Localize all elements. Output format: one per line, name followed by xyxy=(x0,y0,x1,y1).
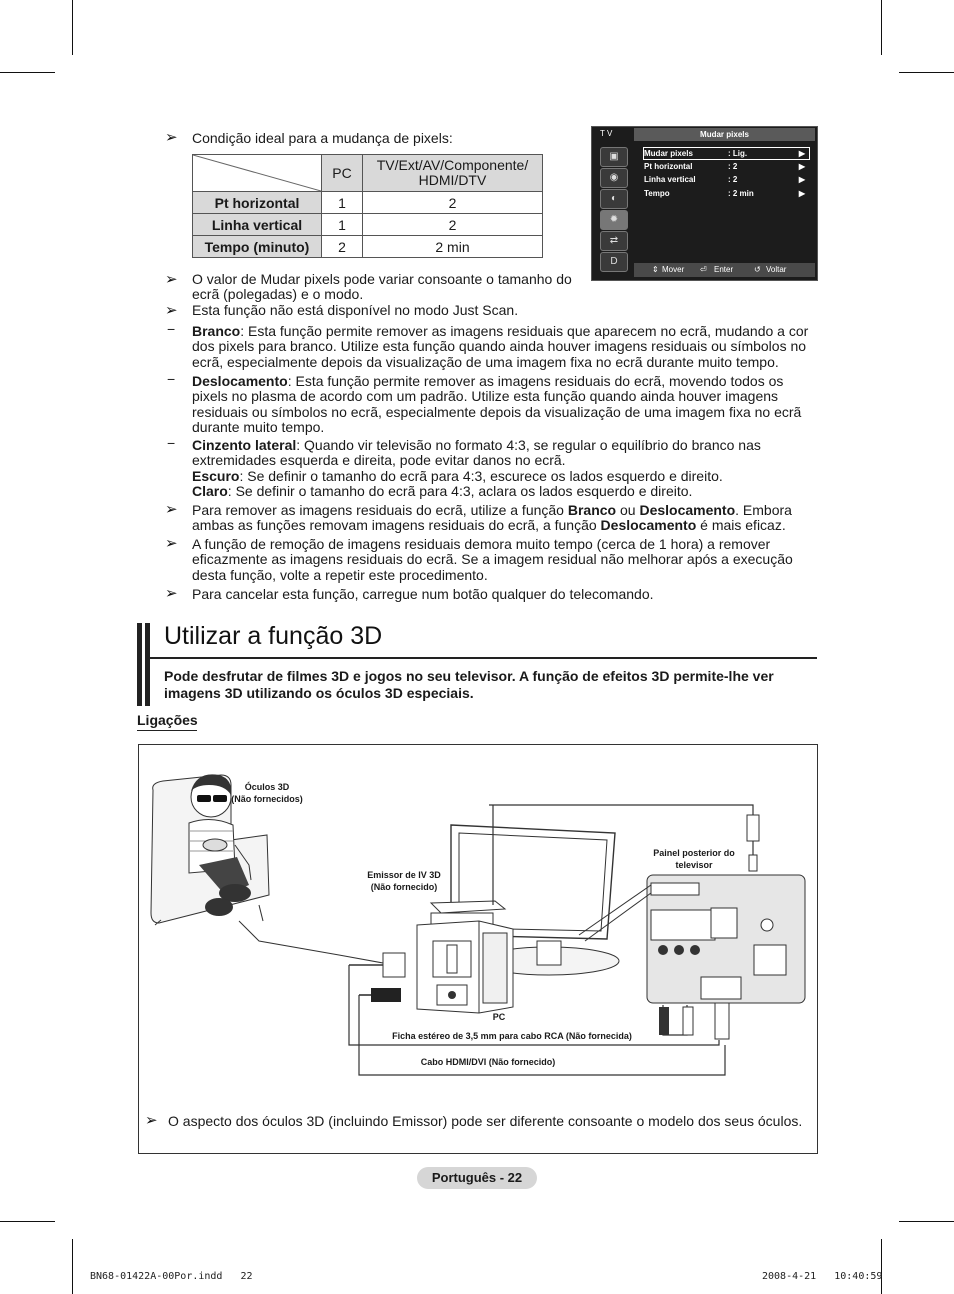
menu-tv-label: T V xyxy=(600,129,613,138)
item-cinzento xyxy=(192,438,810,500)
menu-row-label: Pt horizontal xyxy=(644,162,693,171)
term: Escuro xyxy=(192,467,240,484)
enter-icon: ⏎ xyxy=(700,265,707,274)
label-hdmi-cable: Cabo HDMI/DVI (Não fornecido) xyxy=(420,1057,556,1067)
label-stereo-cable: Ficha estéreo de 3,5 mm para cabo RCA (Não fornecida) xyxy=(392,1031,632,1041)
diagram-note: O aspecto dos óculos 3D (incluindo Emissor) pode ser diferente consoante o modelo dos seus óculos. xyxy=(168,1113,803,1129)
section-side-bar xyxy=(137,623,142,706)
section-intro: Pode desfrutar de filmes 3D e jogos no seu televisor. A função de efeitos 3D permite-lhe ver imagens 3D utilizando os óculos 3D especiais. xyxy=(164,668,774,701)
row-tv: 2 min xyxy=(363,236,543,258)
arrow-icon: ➢ xyxy=(165,302,178,319)
term: Deslocamento xyxy=(600,517,697,534)
row-tv: 2 xyxy=(363,192,543,214)
row-tv: 2 xyxy=(363,214,543,236)
table-row xyxy=(193,192,543,214)
arrow-icon: ➢ xyxy=(165,501,178,518)
term: Claro xyxy=(192,483,228,500)
menu-title: Mudar pixels xyxy=(634,128,815,141)
arrow-icon: ➢ xyxy=(165,271,178,288)
section-rule xyxy=(150,657,817,659)
digital-icon: D xyxy=(600,252,628,272)
crop-mark xyxy=(0,72,55,73)
slug-file: BN68-01422A-00Por.indd 22 xyxy=(90,1271,253,1282)
section-side-bar xyxy=(145,623,150,706)
row-pc: 1 xyxy=(322,192,363,214)
arrow-right-icon: ▶ xyxy=(798,175,805,184)
menu-row-value: : 2 min xyxy=(728,189,754,198)
menu-row-value: : 2 xyxy=(728,175,738,184)
subheading-underline xyxy=(137,730,197,731)
header-pc: PC xyxy=(322,155,363,192)
menu-row-mudar-pixels[interactable] xyxy=(643,147,810,160)
table-row xyxy=(193,236,543,258)
input-icon: ⇄ xyxy=(600,231,628,251)
header-tv: TV/Ext/AV/Componente/ HDMI/DTV xyxy=(363,155,543,192)
footer-enter: Enter xyxy=(714,265,734,274)
menu-row-tempo[interactable] xyxy=(644,188,809,199)
item-branco xyxy=(192,324,810,370)
dash-bullet: − xyxy=(167,435,176,451)
menu-footer xyxy=(634,263,815,277)
channel-icon: ◐ xyxy=(600,189,628,209)
label-emitter: Emissor de IV 3D (Não fornecido) xyxy=(367,870,441,892)
menu-row-value: : 2 xyxy=(728,162,738,171)
label-rear-panel: Painel posterior do televisor xyxy=(653,848,735,870)
condition-table xyxy=(192,154,543,258)
condition-intro: Condição ideal para a mudança de pixels: xyxy=(192,130,453,146)
crop-mark xyxy=(0,1221,55,1222)
desc: : Se definir o tamanho do ecrã para 4:3, aclara os lados esquerdo e direito. xyxy=(227,483,693,500)
menu-row-pt-horizontal[interactable] xyxy=(644,161,809,172)
subheading-ligacoes: Ligações xyxy=(137,712,198,728)
section-title: Utilizar a função 3D xyxy=(164,622,383,650)
move-icon: ⇕ xyxy=(652,265,659,274)
label-pc: PC xyxy=(492,1012,506,1022)
tip-remove xyxy=(192,503,810,534)
arrow-right-icon: ▶ xyxy=(798,189,805,198)
setup-gear-icon: ✹ xyxy=(600,210,628,230)
sound-icon: ◉ xyxy=(600,168,628,188)
note-just-scan: Esta função não está disponível no modo Just Scan. xyxy=(192,302,519,318)
desc: : Se definir o tamanho do ecrã para 4:3, escurece os lados esquerdo e direito. xyxy=(239,467,723,484)
tip-cancel: Para cancelar esta função, carregue num botão qualquer do telecomando. xyxy=(192,586,654,602)
arrow-icon: ➢ xyxy=(165,585,178,602)
crop-mark xyxy=(881,0,882,55)
menu-row-value: : Lig. xyxy=(728,149,748,158)
table-row xyxy=(193,214,543,236)
text: é mais eficaz. xyxy=(696,517,786,534)
crop-mark xyxy=(899,1221,954,1222)
text: . Embora ambas as funções removam imagens residuais do ecrã, a função xyxy=(192,502,792,534)
arrow-icon: ➢ xyxy=(165,535,178,552)
arrow-right-icon: ▶ xyxy=(798,162,805,171)
dash-bullet: − xyxy=(167,371,176,387)
term: Deslocamento xyxy=(639,502,736,518)
text: ou xyxy=(616,502,640,518)
diagram-illustration xyxy=(139,745,817,1153)
crop-mark xyxy=(881,1239,882,1294)
text: Para remover as imagens residuais do ecrã, utilize a função xyxy=(192,502,568,518)
label-glasses: Óculos 3D (Não fornecidos) xyxy=(231,782,303,804)
osd-menu xyxy=(591,126,818,281)
row-pc: 1 xyxy=(322,214,363,236)
tip-duration: A função de remoção de imagens residuais demora muito tempo (cerca de 1 hora) a remover eficazmente as imagens residuais do ecrã. Se a imagem residual não melhorar após a execução desta função, volte a repetir este procedimento. xyxy=(192,536,793,583)
crop-mark xyxy=(899,72,954,73)
row-pc: 2 xyxy=(322,236,363,258)
crop-mark xyxy=(72,1239,73,1294)
menu-row-label: Mudar pixels xyxy=(644,149,693,158)
picture-icon: ▣ xyxy=(600,147,628,167)
desc: : Quando vir televisão no formato 4:3, se regular o equilíbrio do branco nas extremidades esquerda e direita, pode evitar danos no ecrã. xyxy=(192,437,761,469)
slug-date: 2008-4-21 10:40:59 xyxy=(762,1271,883,1282)
menu-sidebar xyxy=(594,144,632,274)
arrow-icon: ➢ xyxy=(145,1112,158,1129)
menu-row-label: Tempo xyxy=(644,189,670,198)
page-number: Português - 22 xyxy=(417,1167,537,1189)
connection-diagram xyxy=(138,744,818,1154)
menu-row-linha-vertical[interactable] xyxy=(644,174,809,185)
return-icon: ↺ xyxy=(754,265,761,274)
item-deslocamento xyxy=(192,374,810,436)
arrow-icon: ➢ xyxy=(165,129,178,146)
desc: : Esta função permite remover as imagens residuais do ecrã, movendo todos os pixels no plasma de acordo com um padrão. Utilize esta função quando ainda houver imagens residuais ou símbolos no ecrã, especialmente depois da visualização de uma imagem fixa no ecrã durante muito tempo. xyxy=(192,373,802,436)
crop-mark xyxy=(72,0,73,55)
row-label: Linha vertical xyxy=(193,214,322,236)
term: Cinzento lateral xyxy=(192,437,297,453)
table-corner xyxy=(193,155,322,192)
footer-back: Voltar xyxy=(766,265,787,274)
arrow-right-icon: ▶ xyxy=(798,149,805,158)
term: Branco xyxy=(192,323,241,339)
dash-bullet: − xyxy=(167,321,176,337)
desc: : Esta função permite remover as imagens residuais que aparecem no ecrã, mudando a cor dos pixels para branco. Utilize esta função quando ainda houver imagens residuais ou símbolos no ecrã, especialmente depois da visualização de uma imagem fixa no ecrã durante muito tempo. xyxy=(192,323,809,370)
term: Deslocamento xyxy=(192,373,288,389)
row-label: Tempo (minuto) xyxy=(193,236,322,258)
footer-move: Mover xyxy=(662,265,685,274)
row-label: Pt horizontal xyxy=(193,192,322,214)
menu-row-label: Linha vertical xyxy=(644,175,696,184)
term: Branco xyxy=(567,502,617,518)
note-size: O valor de Mudar pixels pode variar consoante o tamanho do ecrã (polegadas) e o modo. xyxy=(192,271,572,303)
